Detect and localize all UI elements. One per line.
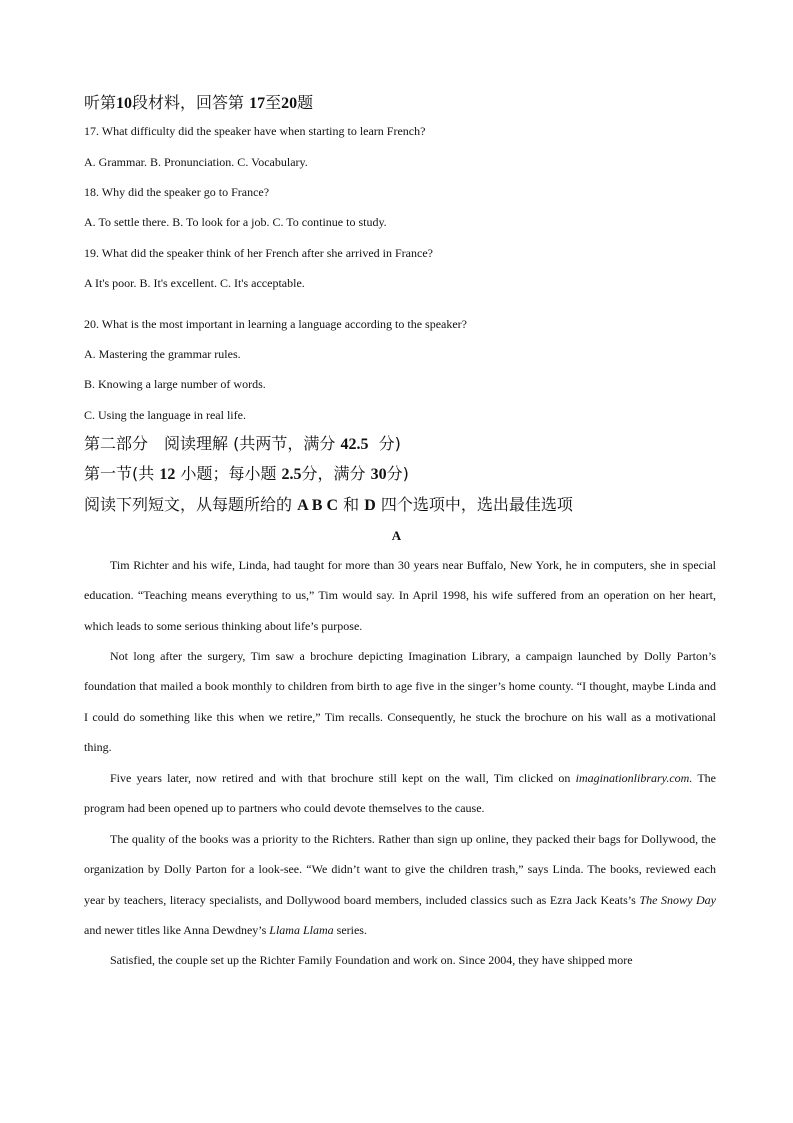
question-20-option-c: C. Using the language in real life. xyxy=(84,408,246,422)
book-title: Llama Llama xyxy=(269,923,334,938)
part-two-heading xyxy=(84,434,401,455)
section-one-number: 12 xyxy=(159,466,176,483)
question-20: 20. What is the most important in learning a language according to the speaker? xyxy=(84,317,467,331)
section-one-text: 分，满分 xyxy=(301,464,366,483)
heading-text: 至 xyxy=(265,93,282,112)
question-19-options: A It's poor. B. It's excellent. C. It's acceptable. xyxy=(84,276,305,290)
question-18: 18. Why did the speaker go to France? xyxy=(84,185,270,199)
paragraph-text: The program had been opened up to partners who could devote themselves to the cause. xyxy=(84,771,716,816)
heading-text: 题 xyxy=(297,93,314,112)
passage-paragraph-1: Tim Richter and his wife, Linda, had taught for more than 30 years near Buffalo, New York, he in computers, she in special education. “Teaching means everything to us,” Tim would say. In April 1998, his wife suffered from an operation on her heart, which leads to some serious thinking about life’s purpose. xyxy=(84,558,716,633)
part-two-title: 第二部分 阅读理解 xyxy=(84,434,229,453)
question-17-options: A. Grammar. B. Pronunciation. C. Vocabulary. xyxy=(84,155,308,169)
instruction-text: 和 xyxy=(343,495,360,514)
paragraph-text: and newer titles like Anna Dewdney’s xyxy=(84,923,270,938)
heading-number: 17 xyxy=(249,95,266,112)
paragraph-text: series. xyxy=(333,923,367,938)
section-one-text: 第一节(共 xyxy=(84,464,155,483)
section-one-text: 分) xyxy=(386,464,409,483)
passage-paragraph-4 xyxy=(84,824,716,946)
website-link-text: imaginationlibrary.com. xyxy=(575,771,693,785)
instruction-text: 四个选项中，选出最佳选项 xyxy=(380,495,573,514)
section-one-heading xyxy=(84,464,409,485)
instruction-line xyxy=(84,495,573,516)
part-two-score: 42.5 xyxy=(340,436,369,453)
heading-text: 听第 xyxy=(84,93,117,112)
section-one-text: 小题；每小题 xyxy=(180,464,277,483)
question-20-option-a: A. Mastering the grammar rules. xyxy=(84,347,241,361)
section-one-number: 30 xyxy=(370,466,387,483)
question-19: 19. What did the speaker think of her French after she arrived in France? xyxy=(84,246,433,260)
passage-label: A xyxy=(391,528,402,543)
part-two-text: 分) xyxy=(378,434,401,453)
heading-number: 10 xyxy=(116,95,133,112)
part-two-text: (共两节，满分 xyxy=(233,434,336,453)
section-heading xyxy=(84,93,313,114)
book-title: The Snowy Day xyxy=(639,892,717,907)
heading-number: 20 xyxy=(281,95,298,112)
paragraph-text: Five years later, now retired and with that brochure still kept on the wall, Tim clicked on xyxy=(110,771,571,785)
paragraph-text: The quality of the books was a priority to the Richters. Rather than sign up online, they packed their bags for Dollywood, the organization by Dolly Parton for a look-see. “We didn’t want to give the children trash,” says Linda. The books, reviewed each year by teachers, literacy specialists, and Dollywood board members, included classics such as Ezra Jack Keats’s xyxy=(84,832,716,907)
question-17: 17. What difficulty did the speaker have when starting to learn French? xyxy=(84,124,426,138)
instruction-letters: D xyxy=(364,497,376,514)
passage-paragraph-3 xyxy=(84,763,716,824)
passage-paragraph-5: Satisfied, the couple set up the Richter Family Foundation and work on. Since 2004, they have shipped more xyxy=(110,953,633,967)
question-20-option-b: B. Knowing a large number of words. xyxy=(84,377,266,391)
question-18-options: A. To settle there. B. To look for a job. C. To continue to study. xyxy=(84,215,387,229)
instruction-letters: A B C xyxy=(297,497,339,514)
section-one-number: 2.5 xyxy=(281,466,302,483)
instruction-text: 阅读下列短文，从每题所给的 xyxy=(84,495,293,514)
passage-paragraph-2: Not long after the surgery, Tim saw a brochure depicting Imagination Library, a campaign launched by Dolly Parton’s foundation that mailed a book monthly to children from birth to age five in the singer’s home county. “I thought, maybe Linda and I could do something like this when we retire,” Tim recalls. Consequently, he stuck the brochure on his wall as a motivational thing. xyxy=(84,649,716,755)
heading-text: 段材料，回答第 xyxy=(132,93,245,112)
